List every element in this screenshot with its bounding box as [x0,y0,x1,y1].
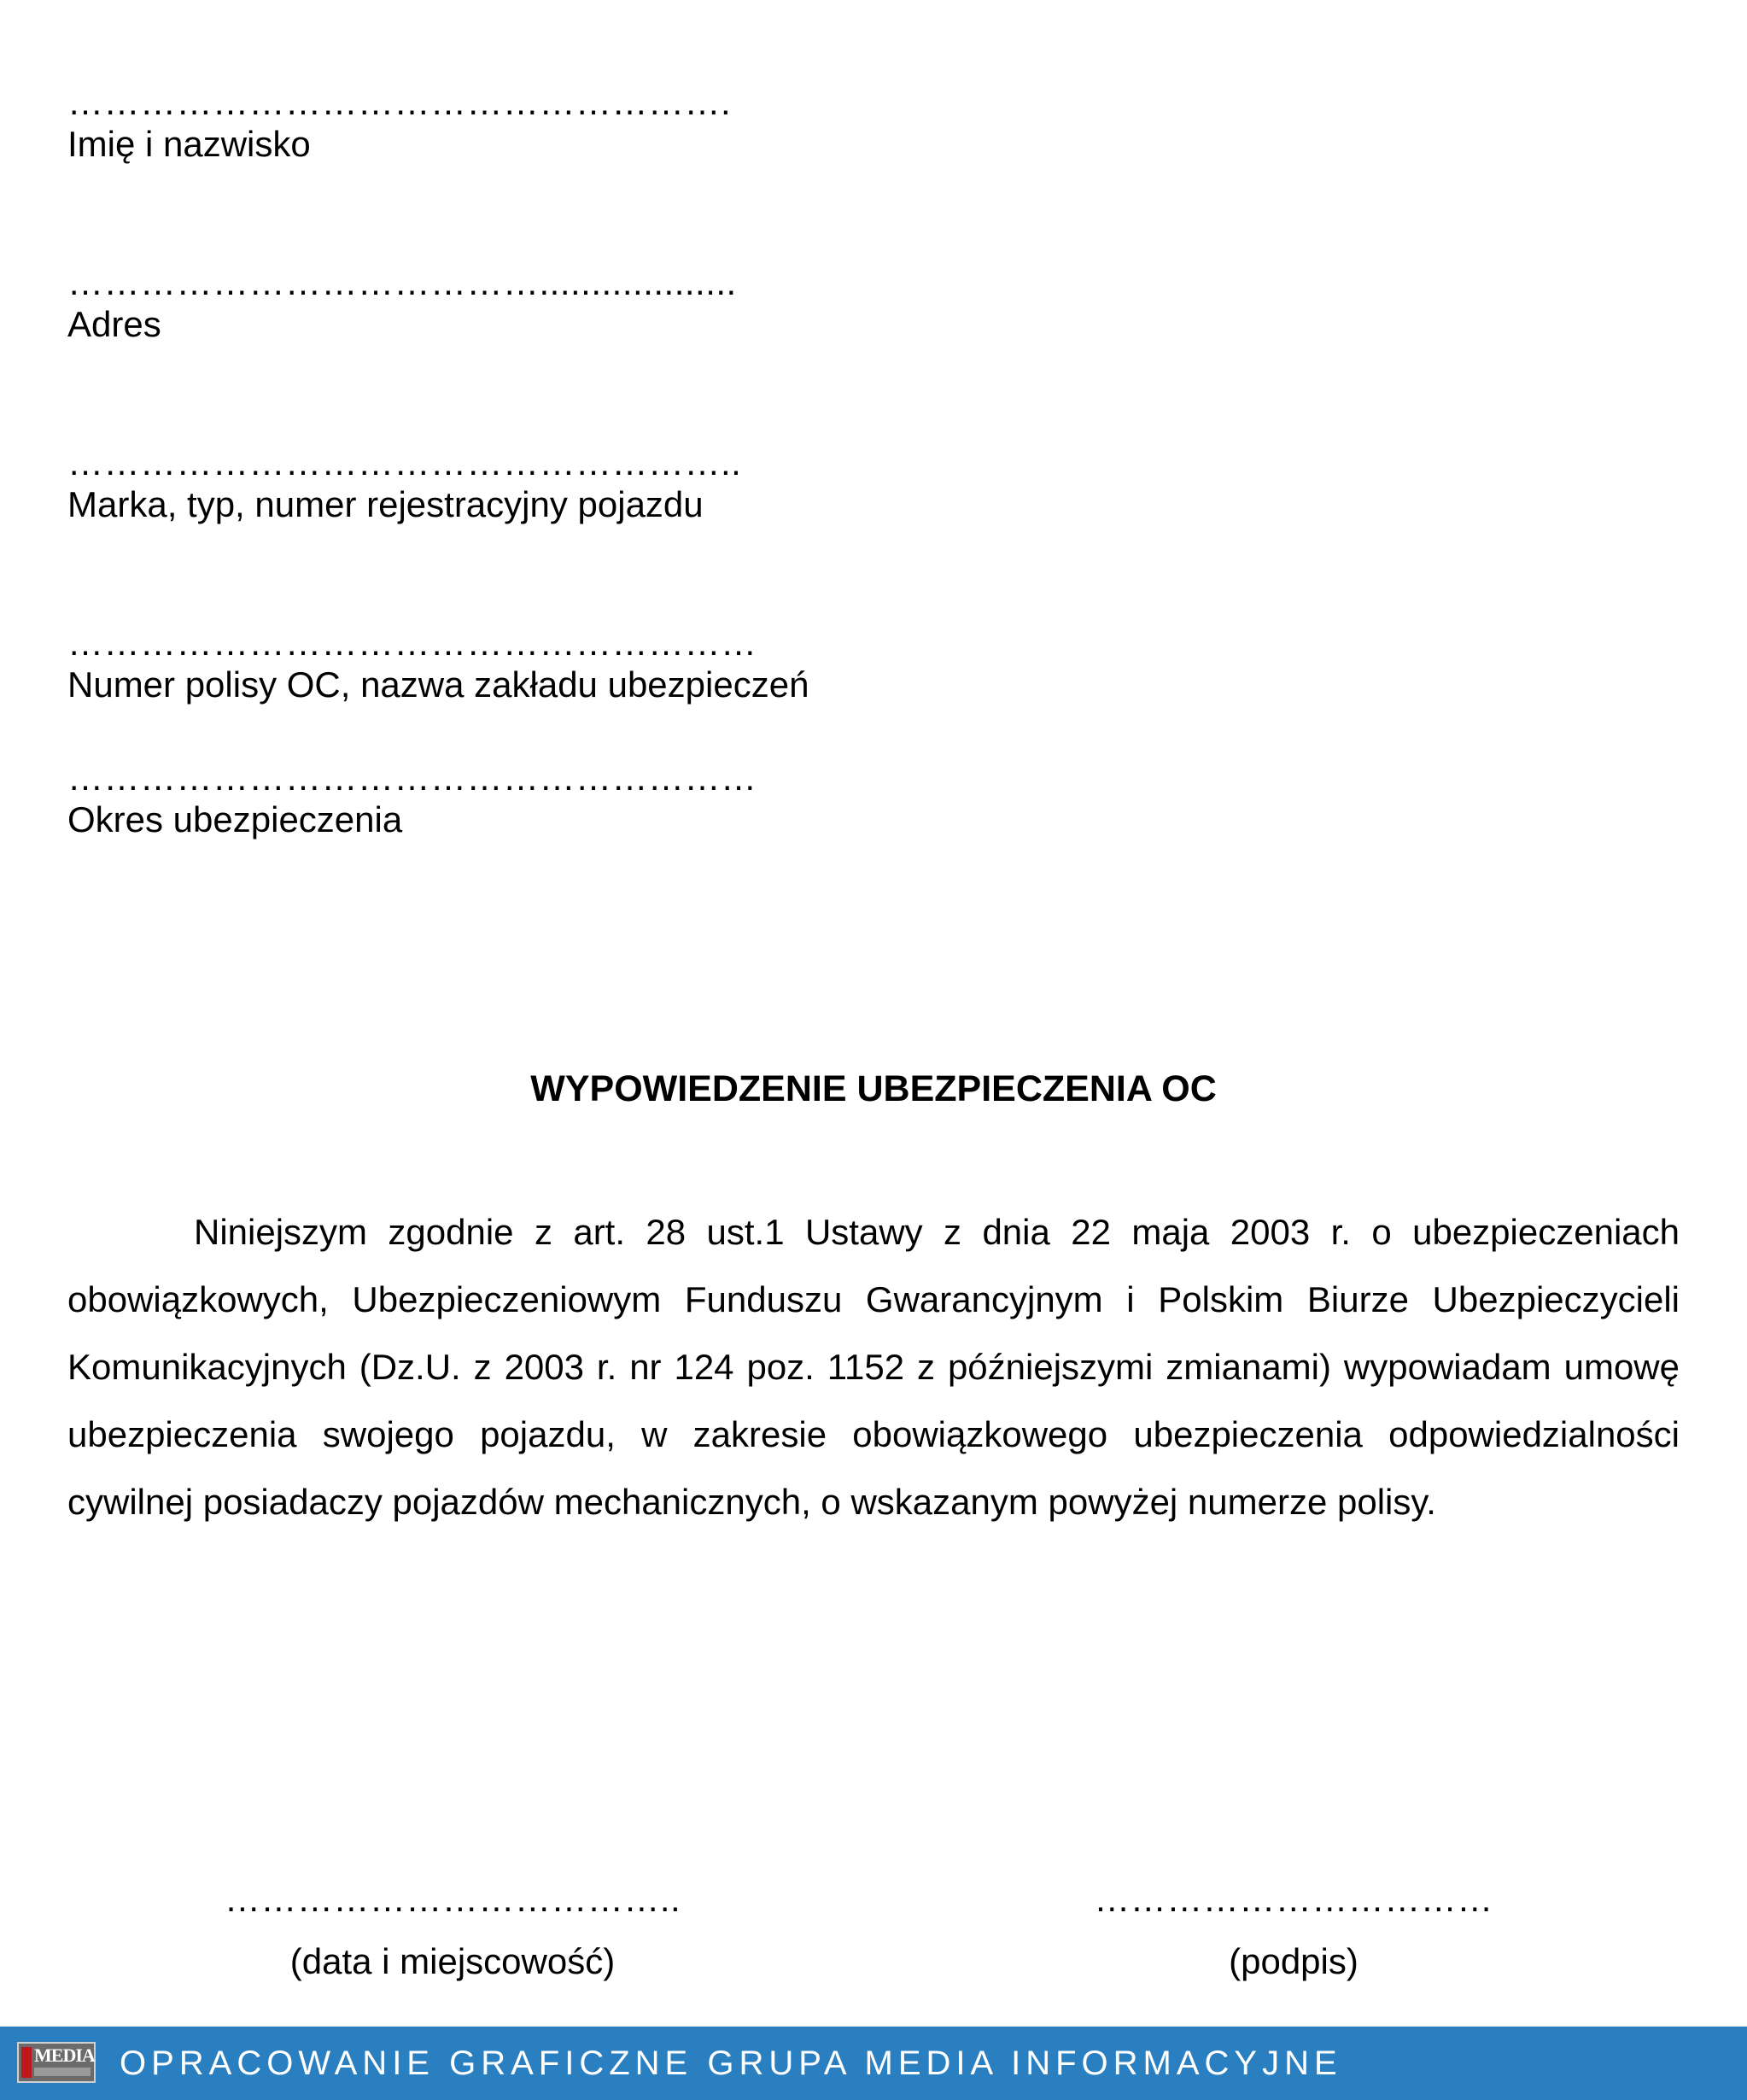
field-policy [67,623,1007,706]
fill-line: …………………………………................... [67,262,737,302]
document-title: WYPOWIEDZENIE UBEZPIECZENIA OC [530,1068,1217,1109]
logo-text: MEDIA [34,2044,95,2066]
field-label: Okres ubezpieczenia [67,799,403,839]
field-label: Imię i nazwisko [67,124,311,164]
field-vehicle [67,442,1007,526]
signature-block [995,1879,1592,1983]
field-label: Numer polisy OC, nazwa zakładu ubezpieczeń [67,664,809,705]
field-name [67,82,1007,166]
fill-line: ………………………………………………… [67,758,757,798]
logo-subline [34,2068,91,2076]
field-period [67,758,1007,841]
date-place-signature [154,1879,751,1983]
field-label: Marka, typ, numer rejestracyjny pojazdu [67,484,704,524]
signature-label: (podpis) [1229,1941,1358,1981]
fill-line: ……………………………………………….. [67,442,742,483]
body-paragraph: Niniejszym zgodnie z art. 28 ust.1 Ustawy z dnia 22 maja 2003 r. o ubezpieczeniach obowiązkowych, Ubezpieczeniowym Funduszu Gwarancyjnym i Polskim Biurze Ubezpieczycieli Komunikacyjnych (Dz.U. z 2003 r. nr 124 poz. 1152 z późniejszymi zmianami) wypowiadam umowę ubezpieczenia swojego pojazdu, w zakresie obowiązkowego ubezpieczenia odpowiedzialności cywilnej posiadaczy pojazdów mechanicznych, o wskazanym powyżej numerze polisy. [67,1212,1680,1522]
fill-line: …………………………… [1094,1879,1493,1919]
field-label: Adres [67,304,161,344]
fill-line: ………………………………………………. [67,82,732,122]
footer-credit: OPRACOWANIE GRAFICZNE GRUPA MEDIA INFORMACYJNE [120,2044,1342,2082]
media-logo [17,2042,96,2083]
fill-line: ………………………………………………… [67,623,757,663]
footer-banner [0,2027,1747,2100]
field-address [67,262,1007,346]
fill-line: ……………………………….. [224,1879,681,1919]
date-place-label: (data i miejscowość) [289,1941,616,1981]
logo-i-mark [21,2047,32,2078]
